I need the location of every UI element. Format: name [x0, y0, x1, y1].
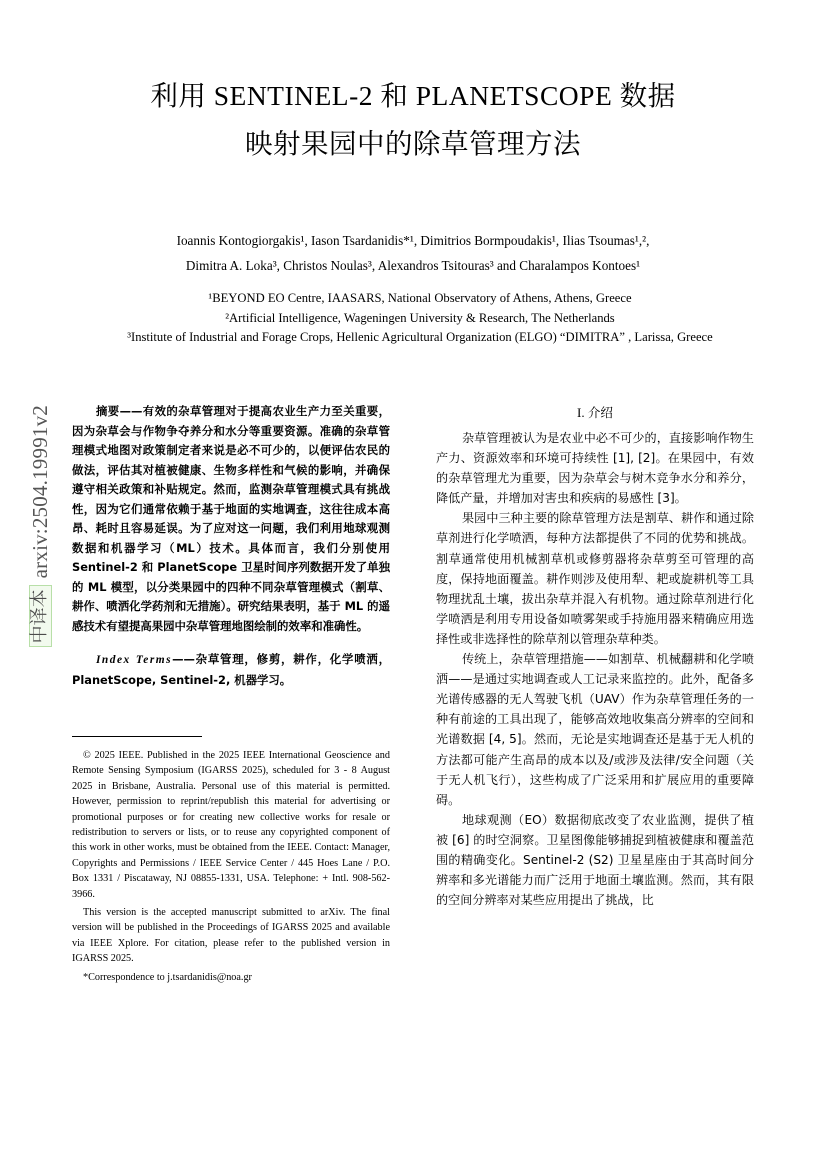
author-line-2: Dimitra A. Loka³, Christos Noulas³, Alexandros Tsitouras³ and Charalampos Kontoes¹	[185, 258, 641, 273]
abstract-block	[72, 402, 390, 636]
index-terms-dash: ——	[172, 652, 195, 666]
author-list	[40, 228, 786, 278]
arxiv-margin-stamp	[20, 405, 60, 775]
footnote-version: This version is the accepted manuscript submitted to arXiv. The final version will be published in the Proceedings of IGARSS 2025 and available via IEEE Xplore. For citation, please refer to the published version in IGARSS 2025.	[72, 907, 390, 965]
body-paragraph: 传统上，杂草管理措施——如割草、机械翻耕和化学喷洒——是通过实地调查或人工记录来监控的。此外，配备多光谱传感器的无人驾驶飞机（UAV）作为杂草管理任务的一种有前途的工具出现了，能够高效地收集高分辨率的空间和光谱数据 [4, 5]。然而，无论是实地调查还是基于无人机的方法都可能产生高昂的成本以及/或涉及法律/安全问题（关于无人机飞行），这些构成了广泛采用和扩展应用的重要障碍。	[436, 652, 754, 807]
body-paragraph: 杂草管理被认为是农业中必不可少的，直接影响作物生产力、资源效率和环境可持续性 [1], [2]。在果园中，有效的杂草管理尤为重要，因为杂草会与树木竞争水分和养分，降低产量，并增加对害虫和疾病的易感性 [3]。	[436, 431, 754, 506]
section-heading	[436, 402, 754, 421]
affiliation-3: ³Institute of Industrial and Forage Crops, Hellenic Agricultural Organization (ELGO) “DIMITRA” , Larissa, Greece	[127, 330, 713, 344]
author-line-1: Ioannis Kontogiorgakis¹, Iason Tsardanidis*¹, Dimitrios Bormpoudakis¹, Ilias Tsoumas¹,²,	[176, 233, 650, 248]
left-column	[72, 402, 390, 690]
title-line-1: 利用 SENTINEL-2 和 PLANETSCOPE 数据	[150, 80, 676, 111]
right-column	[436, 402, 754, 910]
translation-badge: 中译本	[29, 585, 52, 647]
copyright-footnotes	[72, 748, 390, 985]
title-line-2: 映射果园中的除草管理方法	[245, 128, 581, 159]
index-terms-block	[72, 650, 390, 690]
affiliation-2: ²Artificial Intelligence, Wageningen University & Research, The Netherlands	[225, 310, 615, 325]
abstract-text: 有效的杂草管理对于提高农业生产力至关重要，因为杂草会与作物争夺养分和水分等重要资源。准确的杂草管理模式地图对政策制定者来说是必不可少的，以便评估农民的做法，评估其对植被健康、生物多样性和气候的影响，并确保遵守相关政策和补贴规定。然而，监测杂草管理模式具有挑战性，因为它们通常依赖于基于地面的实地调查，这往往成本高昂、耗时且容易延误。为了应对这一问题，我们利用地球观测数据和机器学习（ML）技术。具体而言，我们分别使用 Sentinel-2 和 PlanetScope 卫星时间序列数据开发了单独的 ML 模型，以分类果园中的四种不同杂草管理模式（割草、耕作、喷洒化学药剂和无措施）。研究结果表明，基于 ML 的遥感技术有望提高果园中杂草管理地图绘制的效率和准确性。	[72, 404, 390, 633]
affiliation-1: ¹BEYOND EO Centre, IAASARS, National Observatory of Athens, Athens, Greece	[208, 291, 632, 305]
section-title: 介绍	[587, 405, 614, 420]
body-paragraph: 果园中三种主要的除草管理方法是割草、耕作和通过除草剂进行化学喷洒，每种方法都提供了不同的优势和挑战。割草通常使用机械割草机或修剪器将杂草剪至可管理的高度，保持地面覆盖。耕作则涉及使用犁、耙或旋耕机等工具物理扰乱土壤，拔出杂草并混入有机物。通过除草剂进行化学喷洒是利用专用设备如喷雾架或手持施用器来精确应用选择性或非选择性的除草剂以管理杂草种类。	[436, 511, 754, 646]
index-terms-label: Index Terms	[96, 654, 173, 666]
body-paragraph: 地球观测（EO）数据彻底改变了农业监测，提供了植被 [6] 的时空洞察。卫星图像能够捕捉到植被健康和覆盖范围的精确变化。Sentinel-2 (S2) 卫星星座由于其高时间分辨率和多光谱能力而广泛用于地面土壤监测。然而，其有限的空间分辨率对某些应用提出了挑战，比	[436, 812, 754, 908]
arxiv-identifier: arxiv:2504.19991v2	[27, 405, 52, 579]
section-number: I.	[576, 405, 585, 420]
footnote-divider	[72, 736, 202, 737]
index-terms-text: 杂草管理，修剪，耕作，化学喷洒，PlanetScope, Sentinel-2, 机器学习。	[72, 652, 390, 687]
affiliation-list	[14, 289, 826, 348]
footnote-copyright: © 2025 IEEE. Published in the 2025 IEEE International Geoscience and Remote Sensing Symposium (IGARSS 2025), scheduled for 3 - 8 August 2025 in Brisbane, Australia. Personal use of this material is permitted. However, permission to reprint/republish this material for advertising or promotional purposes or for creating new collective works for resale or redistribution to servers or lists, or to reuse any copyrighted component of this work in other works, must be obtained from the IEEE. Contact: Manager, Copyrights and Permissions / IEEE Service Center / 445 Hoes Lane / P.O. Box 1331 / Piscataway, NJ 08855-1331, USA. Telephone: + Intl. 908-562-3966.	[72, 750, 390, 900]
abstract-label: 摘要——	[96, 404, 143, 418]
footnote-correspondence: *Correspondence to j.tsardanidis@noa.gr	[83, 971, 252, 983]
page-title	[60, 72, 766, 168]
